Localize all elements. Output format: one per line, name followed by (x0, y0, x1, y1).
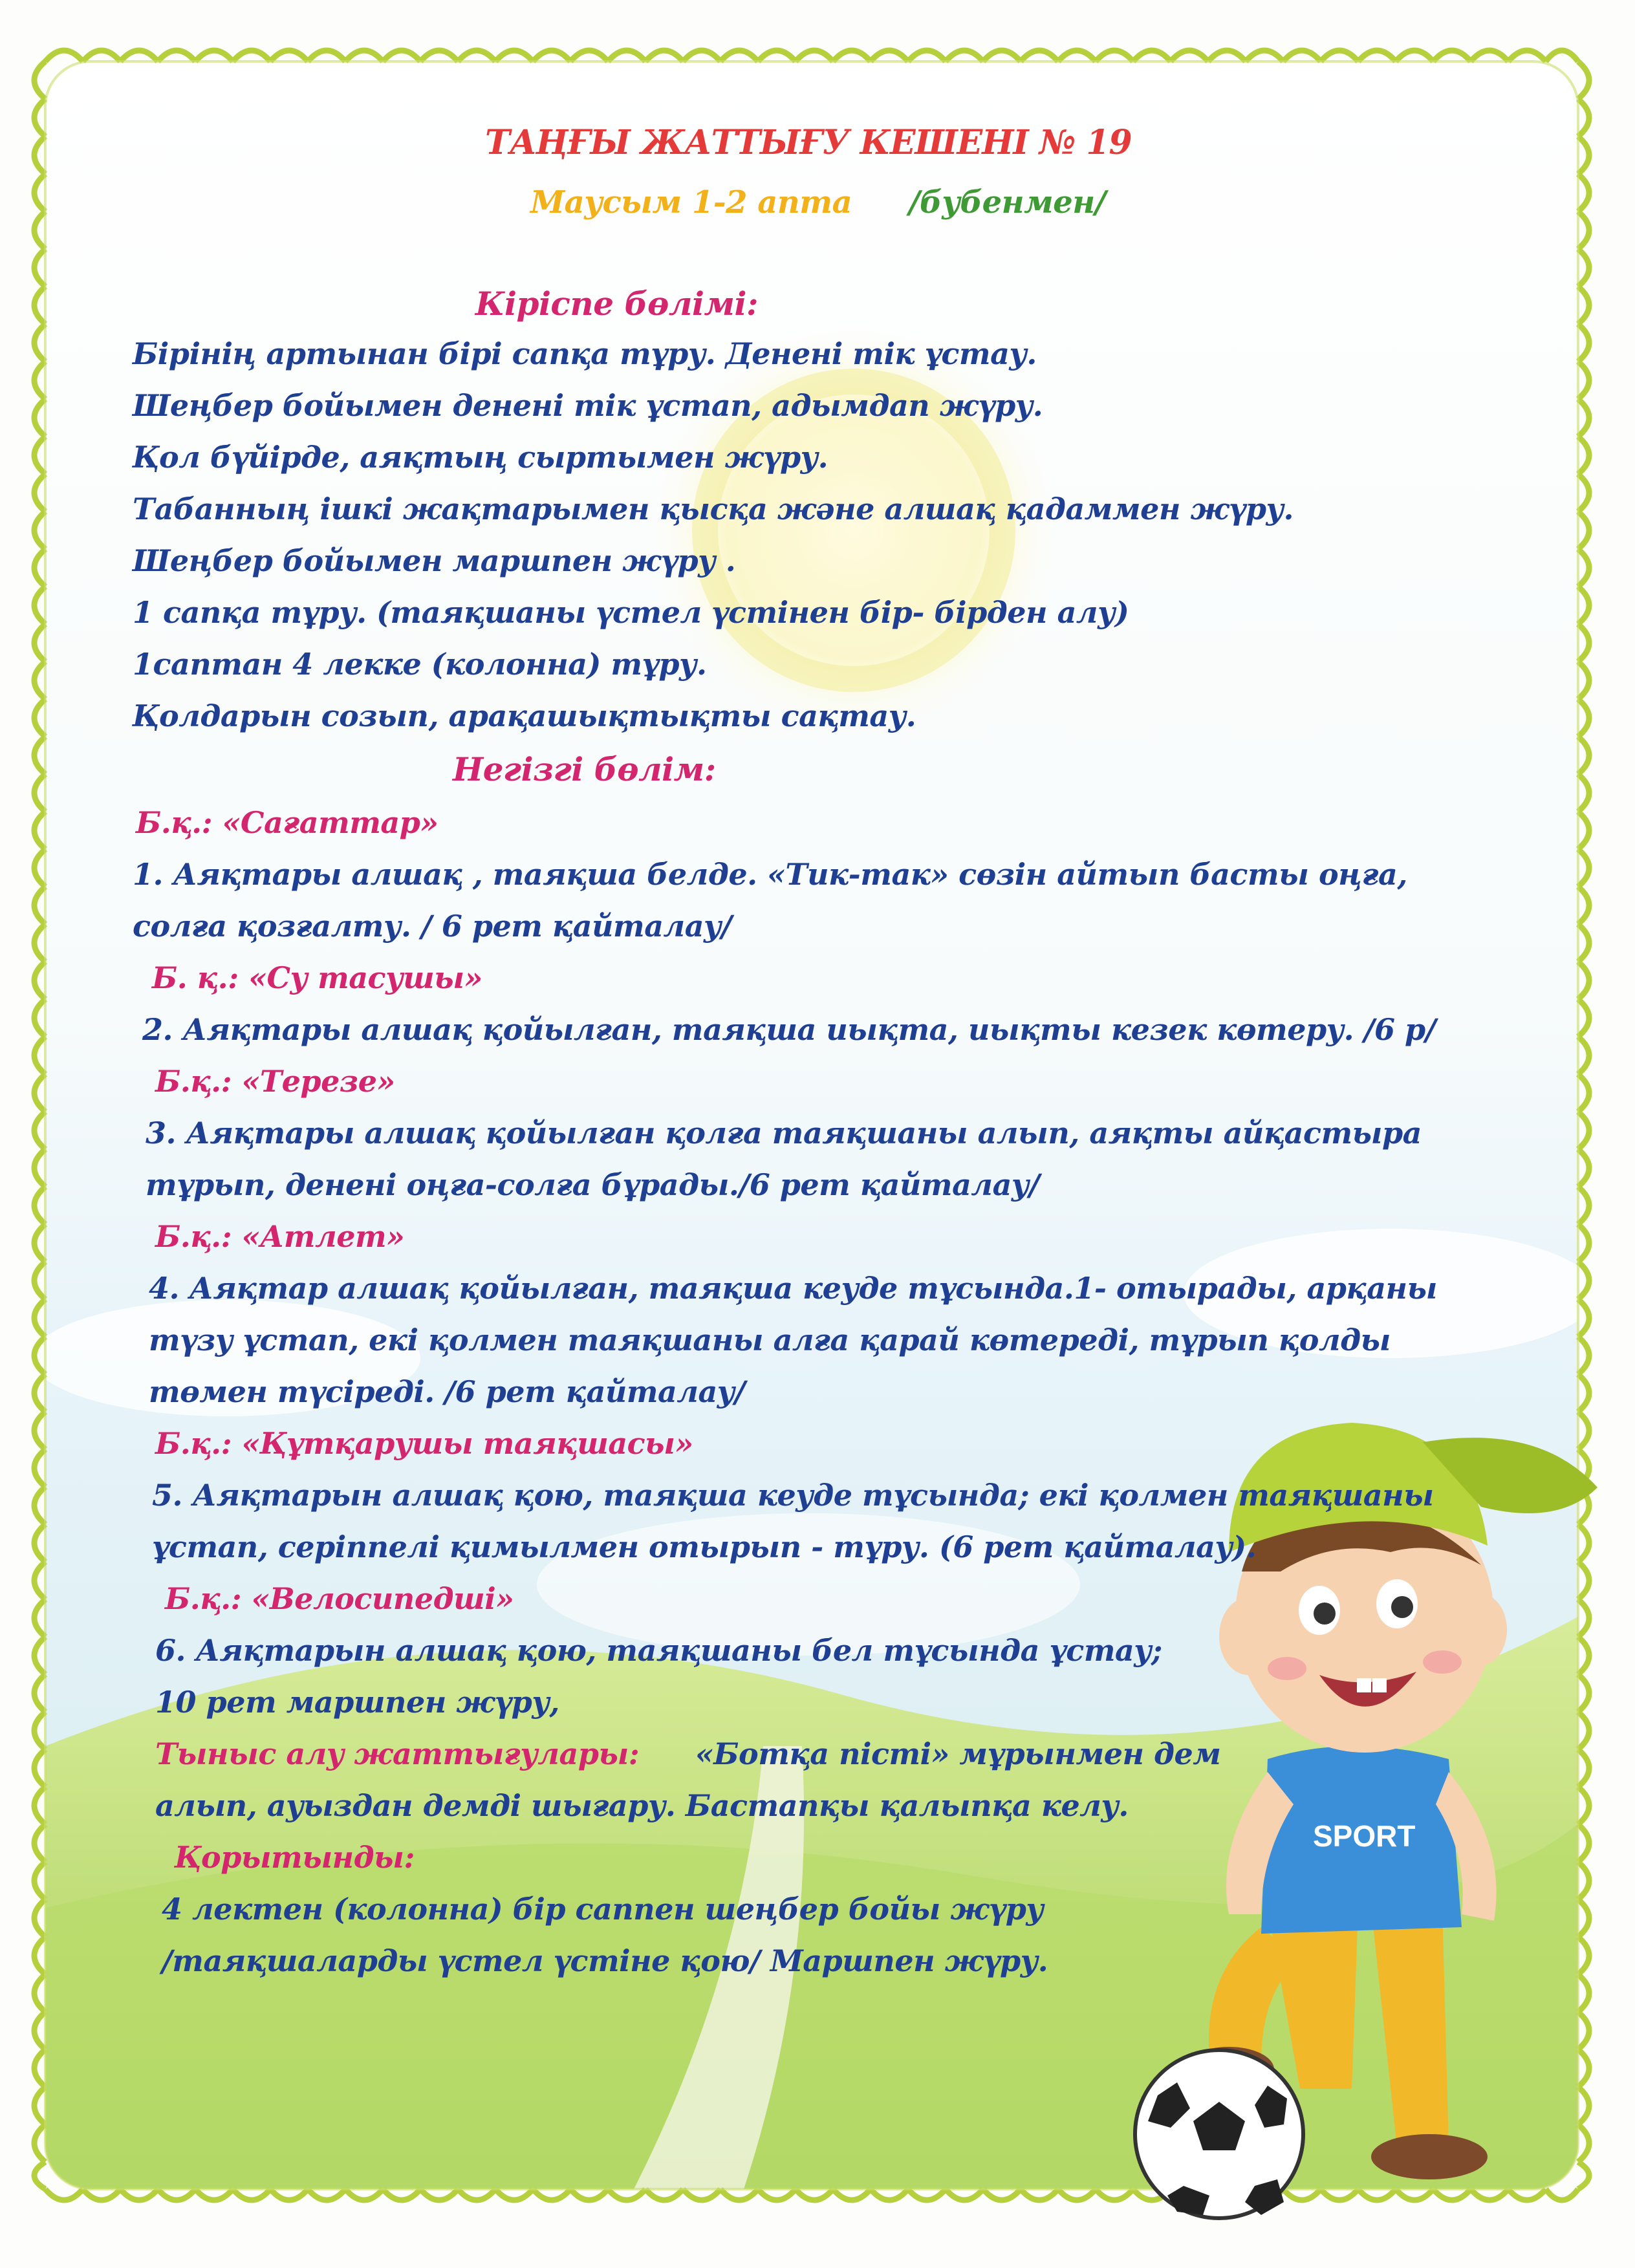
intro-line: Бірінің артынан бірі сапқа тұру. Денені тік ұстау. (133, 336, 1037, 371)
exercise-name: Б.қ.: «Терезе» (155, 1064, 395, 1099)
exercise-name: Б.қ.: «Велосипедші» (165, 1581, 514, 1616)
intro-line: Табанның ішкі жақтарымен қысқа және алшақ қадаммен жүру. (133, 491, 1294, 526)
exercise-line: ұстап, серіппелі қимылмен отырып - тұру. (6 рет қайталау). (152, 1529, 1257, 1564)
exercise-line: тұрып, денені оңға-солға бұрады./6 рет қайталау/ (146, 1167, 1040, 1202)
main-heading: Негізгі бөлім: (453, 750, 716, 788)
intro-heading: Кіріспе бөлімі: (475, 285, 758, 323)
intro-line: Қолдарын созып, арақашықтықты сақтау. (133, 698, 916, 733)
exercise-line: 6. Аяқтарын алшақ қою, таяқшаны бел тұсында ұстау; (155, 1633, 1162, 1668)
shirt-text: SPORT (1313, 1819, 1416, 1853)
exercise-line: 2. Аяқтары алшақ қойылған, таяқша иықта, иықты кезек көтеру. /6 р/ (142, 1012, 1436, 1047)
intro-line: Шеңбер бойымен маршпен жүру . (133, 543, 736, 578)
subtitle-period: Маусым 1-2 апта (530, 184, 852, 221)
exercise-line: 10 рет маршпен жүру, (155, 1685, 559, 1720)
exercise-name: Б. қ.: «Су тасушы» (152, 960, 482, 995)
exercise-line: 1. Аяқтары алшақ , таяқша белде. «Тик-так» сөзін айтып басты оңға, (133, 857, 1407, 892)
intro-line: Шеңбер бойымен денені тік ұстап, адымдап жүру. (133, 388, 1043, 423)
intro-line: Қол бүйірде, аяқтың сыртымен жүру. (133, 440, 828, 475)
intro-line: 1 сапқа тұру. (таяқшаны үстел үстінен бір- бірден алу) (133, 595, 1129, 630)
exercise-line: 4. Аяқтар алшақ қойылған, таяқша кеуде тұсында.1- отырады, арқаны (149, 1271, 1437, 1306)
exercise-line: түзу ұстап, екі қолмен таяқшаны алға қарай көтереді, тұрып қолды (149, 1323, 1391, 1357)
breathing-label: Тыныс алу жаттығулары: (155, 1736, 640, 1771)
breathing-text: «Ботқа пісті» мұрынмен дем (695, 1736, 1221, 1771)
conclusion-heading: Қорытынды: (175, 1840, 415, 1875)
exercise-line: 5. Аяқтарын алшақ қою, таяқша кеуде тұсында; екі қолмен таяқшаны (152, 1478, 1434, 1513)
conclusion-line: /таяқшаларды үстел үстіне қою/ Маршпен жүру. (162, 1943, 1048, 1978)
exercise-name: Б.қ.: «Сағаттар» (136, 805, 439, 840)
intro-line: 1саптан 4 лекке (колонна) тұру. (133, 647, 707, 682)
exercise-line: солға қозғалту. / 6 рет қайталау/ (133, 909, 732, 944)
exercise-name: Б.қ.: «Атлет» (155, 1219, 405, 1254)
exercise-line: төмен түсіреді. /6 рет қайталау/ (149, 1374, 746, 1409)
page-title: ТАҢҒЫ ЖАТТЫҒУ КЕШЕНІ № 19 (485, 123, 1132, 162)
exercise-name: Б.қ.: «Құтқарушы таяқшасы» (155, 1426, 693, 1461)
subtitle-equipment: /бубенмен/ (909, 184, 1106, 221)
breathing-line: алып, ауыздан демді шығару. Бастапқы қалыпқа келу. (155, 1788, 1129, 1823)
exercise-line: 3. Аяқтары алшақ қойылған қолға таяқшаны алып, аяқты айқастыра (146, 1116, 1422, 1150)
soccer-ball-icon (1135, 2050, 1303, 2218)
conclusion-line: 4 лектен (колонна) бір саппен шеңбер бойы жүру (162, 1892, 1044, 1927)
